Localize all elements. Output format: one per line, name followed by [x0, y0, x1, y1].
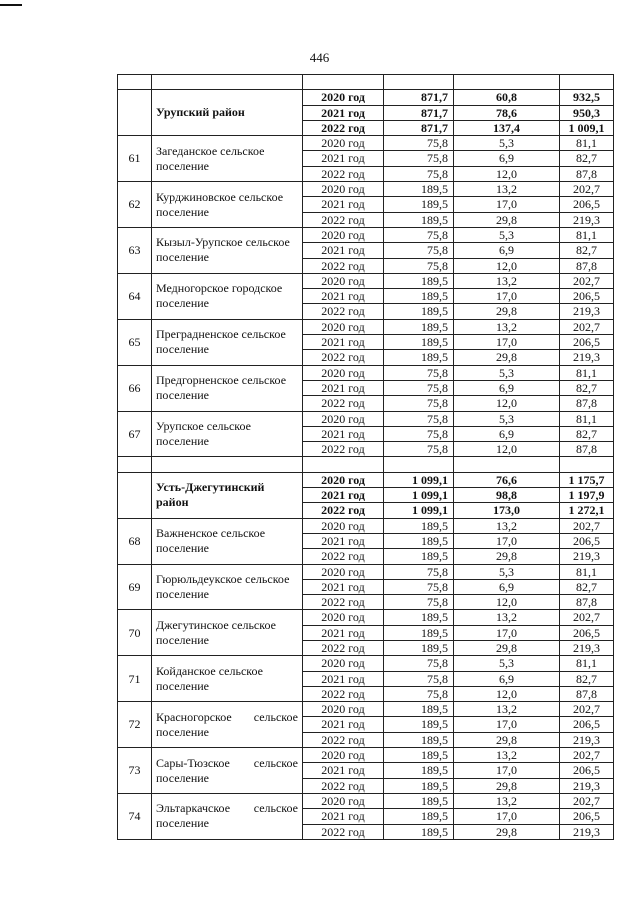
- empty-cell: [560, 457, 614, 472]
- value-cell-2: 137,4: [454, 120, 560, 135]
- value-cell-1: 75,8: [384, 166, 454, 181]
- value-cell-3: 219,3: [560, 778, 614, 793]
- value-cell-1: 189,5: [384, 212, 454, 227]
- value-cell-2: 5,3: [454, 656, 560, 671]
- year-cell: 2021 год: [303, 579, 384, 594]
- value-cell-3: 81,1: [560, 136, 614, 151]
- value-cell-1: 189,5: [384, 319, 454, 334]
- value-cell-1: 75,8: [384, 136, 454, 151]
- value-cell-3: 206,5: [560, 289, 614, 304]
- value-cell-3: 219,3: [560, 732, 614, 747]
- settlement-name: Важненское сельское поселение: [152, 518, 303, 564]
- empty-cell: [384, 75, 454, 90]
- settlement-number: 74: [118, 793, 152, 839]
- value-cell-2: 173,0: [454, 503, 560, 518]
- settlement-name: Преградненское сельское поселение: [152, 319, 303, 365]
- value-cell-1: 189,5: [384, 748, 454, 763]
- year-cell: 2020 год: [303, 793, 384, 808]
- value-cell-2: 12,0: [454, 595, 560, 610]
- value-cell-3: 82,7: [560, 380, 614, 395]
- value-cell-3: 206,5: [560, 763, 614, 778]
- value-cell-1: 75,8: [384, 151, 454, 166]
- value-cell-2: 12,0: [454, 442, 560, 457]
- value-cell-1: 871,7: [384, 120, 454, 135]
- year-cell: 2020 год: [303, 227, 384, 242]
- year-cell: 2022 год: [303, 778, 384, 793]
- settlement-name: Джегутинское сельское поселение: [152, 610, 303, 656]
- settlement-number: 66: [118, 365, 152, 411]
- value-cell-3: 932,5: [560, 90, 614, 105]
- value-cell-2: 17,0: [454, 763, 560, 778]
- year-cell: 2020 год: [303, 610, 384, 625]
- year-cell: 2020 год: [303, 365, 384, 380]
- year-cell: 2022 год: [303, 442, 384, 457]
- value-cell-1: 189,5: [384, 793, 454, 808]
- settlement-number: 61: [118, 136, 152, 182]
- year-cell: 2022 год: [303, 258, 384, 273]
- value-cell-2: 29,8: [454, 304, 560, 319]
- value-cell-1: 75,8: [384, 258, 454, 273]
- year-cell: 2020 год: [303, 273, 384, 288]
- settlement-number: 68: [118, 518, 152, 564]
- value-cell-2: 13,2: [454, 273, 560, 288]
- table-row: [118, 227, 614, 242]
- value-cell-3: 219,3: [560, 549, 614, 564]
- value-cell-3: 87,8: [560, 396, 614, 411]
- value-cell-1: 189,5: [384, 824, 454, 839]
- empty-cell: [454, 75, 560, 90]
- table-row: [118, 656, 614, 671]
- value-cell-3: 1 272,1: [560, 503, 614, 518]
- spacer-row: [118, 75, 614, 90]
- year-cell: 2021 год: [303, 533, 384, 548]
- settlement-name: Загеданское сельское поселение: [152, 136, 303, 182]
- year-cell: 2022 год: [303, 549, 384, 564]
- year-cell: 2020 год: [303, 472, 384, 487]
- year-cell: 2020 год: [303, 702, 384, 717]
- settlement-name: Медногорское городское поселение: [152, 273, 303, 319]
- year-cell: 2020 год: [303, 182, 384, 197]
- year-cell: 2020 год: [303, 411, 384, 426]
- data-table: [117, 74, 614, 840]
- settlement-number: 62: [118, 182, 152, 228]
- value-cell-2: 13,2: [454, 610, 560, 625]
- value-cell-2: 29,8: [454, 824, 560, 839]
- value-cell-2: 29,8: [454, 212, 560, 227]
- value-cell-3: 206,5: [560, 717, 614, 732]
- value-cell-2: 17,0: [454, 809, 560, 824]
- value-cell-2: 12,0: [454, 686, 560, 701]
- value-cell-2: 17,0: [454, 197, 560, 212]
- settlement-name: Урупское сельское поселение: [152, 411, 303, 457]
- district-total-row: [118, 472, 614, 487]
- table-row: [118, 748, 614, 763]
- value-cell-2: 13,2: [454, 748, 560, 763]
- value-cell-3: 202,7: [560, 748, 614, 763]
- value-cell-3: 206,5: [560, 533, 614, 548]
- table-row: [118, 273, 614, 288]
- value-cell-2: 17,0: [454, 717, 560, 732]
- value-cell-2: 12,0: [454, 258, 560, 273]
- value-cell-2: 17,0: [454, 335, 560, 350]
- settlement-number: 67: [118, 411, 152, 457]
- settlement-number: 64: [118, 273, 152, 319]
- settlement-name: Кызыл-Урупское сельское поселение: [152, 227, 303, 273]
- year-cell: 2022 год: [303, 350, 384, 365]
- empty-cell: [118, 75, 152, 90]
- value-cell-1: 189,5: [384, 335, 454, 350]
- year-cell: 2021 год: [303, 380, 384, 395]
- page-number: 446: [309, 50, 330, 65]
- value-cell-1: 75,8: [384, 365, 454, 380]
- empty-cell: [152, 75, 303, 90]
- empty-cell: [560, 75, 614, 90]
- value-cell-3: 206,5: [560, 625, 614, 640]
- value-cell-3: 87,8: [560, 258, 614, 273]
- value-cell-1: 75,8: [384, 426, 454, 441]
- empty-cell: [454, 457, 560, 472]
- district-name: Урупский район: [152, 90, 303, 136]
- value-cell-3: 202,7: [560, 319, 614, 334]
- value-cell-1: 871,7: [384, 90, 454, 105]
- value-cell-3: 219,3: [560, 824, 614, 839]
- value-cell-2: 13,2: [454, 182, 560, 197]
- value-cell-1: 75,8: [384, 656, 454, 671]
- settlement-number: 72: [118, 702, 152, 748]
- value-cell-3: 206,5: [560, 197, 614, 212]
- value-cell-2: 6,9: [454, 151, 560, 166]
- empty-cell: [118, 457, 152, 472]
- value-cell-1: 189,5: [384, 182, 454, 197]
- value-cell-1: 189,5: [384, 610, 454, 625]
- value-cell-1: 189,5: [384, 763, 454, 778]
- value-cell-2: 13,2: [454, 319, 560, 334]
- value-cell-3: 202,7: [560, 518, 614, 533]
- year-cell: 2022 год: [303, 304, 384, 319]
- value-cell-3: 81,1: [560, 411, 614, 426]
- value-cell-2: 17,0: [454, 289, 560, 304]
- year-cell: 2022 год: [303, 166, 384, 181]
- value-cell-2: 12,0: [454, 396, 560, 411]
- value-cell-3: 202,7: [560, 793, 614, 808]
- table-row: [118, 793, 614, 808]
- year-cell: 2021 год: [303, 488, 384, 503]
- settlement-name: Сары-Тюзское сельское поселение: [152, 748, 303, 794]
- value-cell-3: 950,3: [560, 105, 614, 120]
- value-cell-1: 75,8: [384, 595, 454, 610]
- table-body: [118, 75, 614, 840]
- settlement-number: 63: [118, 227, 152, 273]
- year-cell: 2020 год: [303, 518, 384, 533]
- settlement-number: 69: [118, 564, 152, 610]
- value-cell-2: 5,3: [454, 564, 560, 579]
- empty-cell: [303, 457, 384, 472]
- value-cell-3: 81,1: [560, 227, 614, 242]
- settlement-number: 70: [118, 610, 152, 656]
- settlement-number: 65: [118, 319, 152, 365]
- value-cell-1: 189,5: [384, 732, 454, 747]
- value-cell-2: 5,3: [454, 411, 560, 426]
- empty-cell: [303, 75, 384, 90]
- year-cell: 2021 год: [303, 763, 384, 778]
- year-cell: 2021 год: [303, 671, 384, 686]
- value-cell-1: 189,5: [384, 289, 454, 304]
- year-cell: 2021 год: [303, 151, 384, 166]
- value-cell-1: 75,8: [384, 380, 454, 395]
- year-cell: 2020 год: [303, 656, 384, 671]
- year-cell: 2021 год: [303, 809, 384, 824]
- year-cell: 2021 год: [303, 197, 384, 212]
- top-rule: [0, 4, 22, 6]
- value-cell-1: 189,5: [384, 533, 454, 548]
- table-row: [118, 182, 614, 197]
- value-cell-3: 1 009,1: [560, 120, 614, 135]
- value-cell-3: 219,3: [560, 304, 614, 319]
- value-cell-3: 202,7: [560, 182, 614, 197]
- value-cell-3: 82,7: [560, 579, 614, 594]
- value-cell-2: 6,9: [454, 426, 560, 441]
- value-cell-3: 87,8: [560, 166, 614, 181]
- value-cell-1: 75,8: [384, 671, 454, 686]
- year-cell: 2022 год: [303, 686, 384, 701]
- value-cell-3: 81,1: [560, 365, 614, 380]
- value-cell-1: 75,8: [384, 579, 454, 594]
- value-cell-3: 206,5: [560, 335, 614, 350]
- settlement-name: Предгорненское сельское поселение: [152, 365, 303, 411]
- year-cell: 2021 год: [303, 105, 384, 120]
- year-cell: 2020 год: [303, 136, 384, 151]
- table-row: [118, 610, 614, 625]
- year-cell: 2021 год: [303, 289, 384, 304]
- value-cell-1: 75,8: [384, 411, 454, 426]
- value-cell-1: 189,5: [384, 640, 454, 655]
- value-cell-1: 189,5: [384, 549, 454, 564]
- table-row: [118, 136, 614, 151]
- value-cell-2: 76,6: [454, 472, 560, 487]
- value-cell-3: 219,3: [560, 640, 614, 655]
- settlement-name: Гюрюльдеукское сельское поселение: [152, 564, 303, 610]
- value-cell-2: 13,2: [454, 793, 560, 808]
- district-number-cell: [118, 90, 152, 136]
- settlement-number: 73: [118, 748, 152, 794]
- value-cell-2: 6,9: [454, 579, 560, 594]
- spacer-row: [118, 457, 614, 472]
- value-cell-1: 871,7: [384, 105, 454, 120]
- value-cell-1: 189,5: [384, 518, 454, 533]
- value-cell-3: 202,7: [560, 273, 614, 288]
- table-row: [118, 518, 614, 533]
- year-cell: 2021 год: [303, 625, 384, 640]
- year-cell: 2022 год: [303, 120, 384, 135]
- value-cell-2: 13,2: [454, 518, 560, 533]
- settlement-name: Курджиновское сельское поселение: [152, 182, 303, 228]
- value-cell-2: 29,8: [454, 350, 560, 365]
- year-cell: 2021 год: [303, 243, 384, 258]
- year-cell: 2021 год: [303, 717, 384, 732]
- value-cell-2: 17,0: [454, 533, 560, 548]
- value-cell-2: 17,0: [454, 625, 560, 640]
- value-cell-1: 189,5: [384, 778, 454, 793]
- value-cell-3: 87,8: [560, 595, 614, 610]
- value-cell-2: 6,9: [454, 380, 560, 395]
- value-cell-1: 189,5: [384, 304, 454, 319]
- value-cell-2: 29,8: [454, 549, 560, 564]
- value-cell-1: 75,8: [384, 227, 454, 242]
- year-cell: 2020 год: [303, 319, 384, 334]
- table-row: [118, 702, 614, 717]
- year-cell: 2022 год: [303, 824, 384, 839]
- settlement-number: 71: [118, 656, 152, 702]
- value-cell-1: 75,8: [384, 686, 454, 701]
- value-cell-3: 206,5: [560, 809, 614, 824]
- year-cell: 2022 год: [303, 640, 384, 655]
- value-cell-1: 189,5: [384, 809, 454, 824]
- value-cell-2: 78,6: [454, 105, 560, 120]
- value-cell-1: 189,5: [384, 702, 454, 717]
- district-total-row: [118, 90, 614, 105]
- table-row: [118, 319, 614, 334]
- value-cell-2: 5,3: [454, 227, 560, 242]
- table-row: [118, 365, 614, 380]
- value-cell-1: 75,8: [384, 243, 454, 258]
- value-cell-2: 29,8: [454, 778, 560, 793]
- empty-cell: [384, 457, 454, 472]
- value-cell-1: 189,5: [384, 625, 454, 640]
- table-row: [118, 564, 614, 579]
- value-cell-2: 6,9: [454, 671, 560, 686]
- value-cell-1: 75,8: [384, 442, 454, 457]
- year-cell: 2022 год: [303, 732, 384, 747]
- district-name: Усть-Джегутинский район: [152, 472, 303, 518]
- value-cell-2: 98,8: [454, 488, 560, 503]
- table-row: [118, 411, 614, 426]
- year-cell: 2022 год: [303, 503, 384, 518]
- value-cell-3: 1 175,7: [560, 472, 614, 487]
- district-number-cell: [118, 472, 152, 518]
- value-cell-2: 29,8: [454, 732, 560, 747]
- year-cell: 2020 год: [303, 748, 384, 763]
- value-cell-2: 5,3: [454, 136, 560, 151]
- value-cell-3: 82,7: [560, 426, 614, 441]
- value-cell-3: 87,8: [560, 686, 614, 701]
- value-cell-2: 29,8: [454, 640, 560, 655]
- year-cell: 2022 год: [303, 396, 384, 411]
- year-cell: 2020 год: [303, 564, 384, 579]
- value-cell-3: 219,3: [560, 212, 614, 227]
- value-cell-1: 189,5: [384, 273, 454, 288]
- value-cell-2: 5,3: [454, 365, 560, 380]
- value-cell-1: 1 099,1: [384, 488, 454, 503]
- value-cell-1: 75,8: [384, 396, 454, 411]
- value-cell-3: 219,3: [560, 350, 614, 365]
- value-cell-2: 13,2: [454, 702, 560, 717]
- year-cell: 2022 год: [303, 212, 384, 227]
- settlement-name: Эльтаркачское сельское поселение: [152, 793, 303, 839]
- value-cell-3: 87,8: [560, 442, 614, 457]
- value-cell-1: 75,8: [384, 564, 454, 579]
- value-cell-2: 60,8: [454, 90, 560, 105]
- empty-cell: [152, 457, 303, 472]
- year-cell: 2020 год: [303, 90, 384, 105]
- value-cell-3: 202,7: [560, 702, 614, 717]
- value-cell-3: 82,7: [560, 671, 614, 686]
- year-cell: 2021 год: [303, 335, 384, 350]
- value-cell-3: 81,1: [560, 656, 614, 671]
- value-cell-1: 1 099,1: [384, 503, 454, 518]
- year-cell: 2021 год: [303, 426, 384, 441]
- value-cell-1: 1 099,1: [384, 472, 454, 487]
- value-cell-1: 189,5: [384, 197, 454, 212]
- value-cell-3: 1 197,9: [560, 488, 614, 503]
- settlement-name: Красногорское сельское поселение: [152, 702, 303, 748]
- year-cell: 2022 год: [303, 595, 384, 610]
- value-cell-3: 82,7: [560, 243, 614, 258]
- value-cell-2: 6,9: [454, 243, 560, 258]
- value-cell-2: 12,0: [454, 166, 560, 181]
- value-cell-3: 82,7: [560, 151, 614, 166]
- value-cell-3: 81,1: [560, 564, 614, 579]
- value-cell-1: 189,5: [384, 717, 454, 732]
- value-cell-3: 202,7: [560, 610, 614, 625]
- settlement-name: Койданское сельское поселение: [152, 656, 303, 702]
- value-cell-1: 189,5: [384, 350, 454, 365]
